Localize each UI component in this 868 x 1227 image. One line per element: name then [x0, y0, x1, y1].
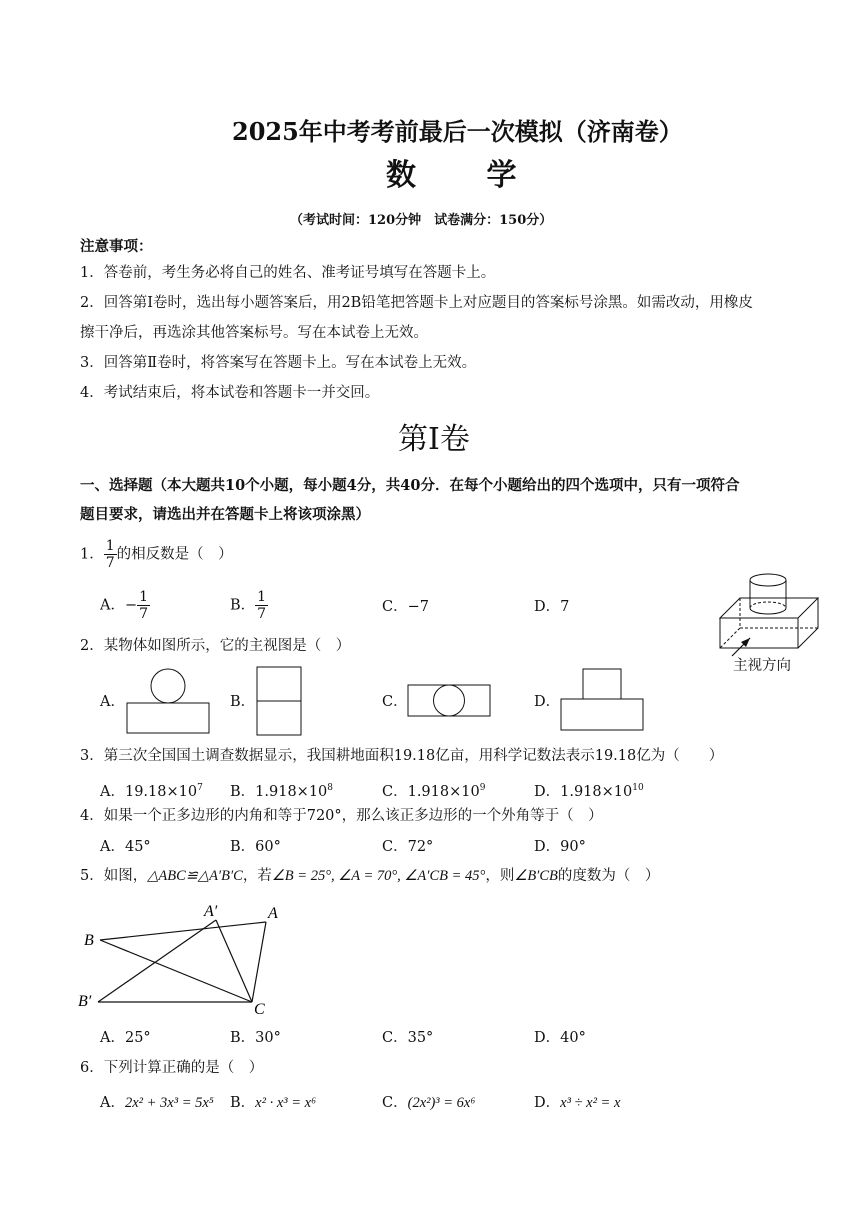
page-title: 2025年中考考前最后一次模拟（济南卷） [232, 117, 683, 146]
note-item: 擦干净后，再选涂其他答案标号。写在本试卷上无效。 [80, 325, 428, 341]
q4-option-c: C．72° [382, 839, 434, 855]
q1-option-b: B． $\frac{1}{7}$ [230, 589, 267, 622]
question-5: 5．如图，△ABC≌△A′B′C，若∠B = 25°, ∠A = 70°, ∠A′CB = 45°，则∠B′CB的度数为（ ） [80, 868, 660, 884]
direction-label: 主视方向 [733, 658, 791, 674]
section-heading: 一、选择题（本大题共10个小题，每小题4分，共40分．在每个小题给出的四个选项中，只有一项符合 [80, 477, 740, 494]
label-b: B [84, 932, 94, 949]
fraction: $\frac{1}{7}$ [105, 538, 115, 571]
congruence-expr: △ABC≌△A′B′C [147, 868, 243, 884]
note-item: 3．回答第Ⅱ卷时，将答案写在答题卡上。写在本试卷上无效。 [80, 355, 477, 371]
q4-option-d: D．90° [534, 839, 586, 855]
q5-option-c: C．35° [382, 1030, 434, 1046]
q2-option-a-label: A． [100, 694, 125, 710]
notes-heading: 注意事项： [80, 238, 153, 255]
q1-option-d: D．7 [534, 599, 570, 615]
q6-option-b: B．x² · x³ = x⁶ [230, 1095, 317, 1111]
question-3: 3．第三次全国国土调查数据显示，我国耕地面积19.18亿亩，用科学记数法表示19.18亿为（ ） [80, 748, 724, 764]
q6-option-c: C．(2x²)³ = 6x⁶ [382, 1095, 476, 1111]
option-d-figure [560, 668, 644, 732]
question-1 [80, 538, 233, 571]
angle-conditions: ∠B = 25°, ∠A = 70°, ∠A′CB = 45° [271, 868, 486, 884]
option-b-figure [256, 666, 302, 736]
q6-option-d: D．x³ ÷ x² = x [534, 1095, 621, 1111]
section-heading-cont: 题目要求，请选出并在答题卡上将该项涂黑） [80, 506, 370, 523]
question-number: 1． [80, 546, 104, 563]
option-c-figure [407, 684, 491, 718]
note-item: 1．答卷前，考生务必将自己的姓名、准考证号填写在答题卡上。 [80, 265, 496, 281]
q5-option-a: A．25° [100, 1030, 151, 1046]
target-angle: ∠B′CB [514, 868, 558, 884]
q1-option-a: A．− $\frac{1}{7}$ [100, 589, 149, 622]
q4-option-a: A．45° [100, 839, 151, 855]
q3-option-b: B．$1.918\times 10^8$ [230, 783, 334, 800]
subject-title: 数 学 [386, 158, 547, 193]
question-4: 4．如果一个正多边形的内角和等于720°，那么该正多边形的一个外角等于（ ） [80, 808, 603, 824]
label-b-prime: B′ [78, 993, 92, 1010]
label-a-prime: A′ [204, 903, 218, 920]
question-6: 6．下列计算正确的是（ ） [80, 1060, 264, 1076]
label-a: A [268, 905, 278, 922]
question-2: 2．某物体如图所示，它的主视图是（ ） [80, 638, 351, 654]
question-stem: 的相反数是（ ） [116, 546, 233, 563]
q3-option-c: C．$1.918\times 10^9$ [382, 783, 486, 800]
q6-option-a: A．2x² + 3x³ = 5x⁵ [100, 1095, 214, 1111]
triangle-figure [76, 898, 286, 1022]
q4-option-b: B．60° [230, 839, 281, 855]
volume-title: 第Ⅰ卷 [398, 422, 470, 457]
label-c: C [254, 1001, 265, 1018]
q3-option-d: D．$1.918\times 10^{10}$ [534, 783, 644, 800]
note-item: 4．考试结束后，将本试卷和答题卡一并交回。 [80, 385, 380, 401]
q2-option-c-label: C． [382, 694, 408, 710]
q3-option-a: A．$19.18\times 10^7$ [100, 783, 203, 800]
note-item: 2．回答第Ⅰ卷时，选出每小题答案后，用2B铅笔把答题卡上对应题目的答案标号涂黑。如需改动，用橡皮 [80, 295, 753, 311]
exam-info: （考试时间：120分钟 试卷满分：150分） [290, 213, 553, 228]
q1-option-c: C．−7 [382, 599, 429, 615]
q5-option-d: D．40° [534, 1030, 586, 1046]
q2-option-d-label: D． [534, 694, 561, 710]
q2-option-b-label: B． [230, 694, 256, 710]
option-a-figure [126, 668, 210, 734]
q5-option-b: B．30° [230, 1030, 281, 1046]
